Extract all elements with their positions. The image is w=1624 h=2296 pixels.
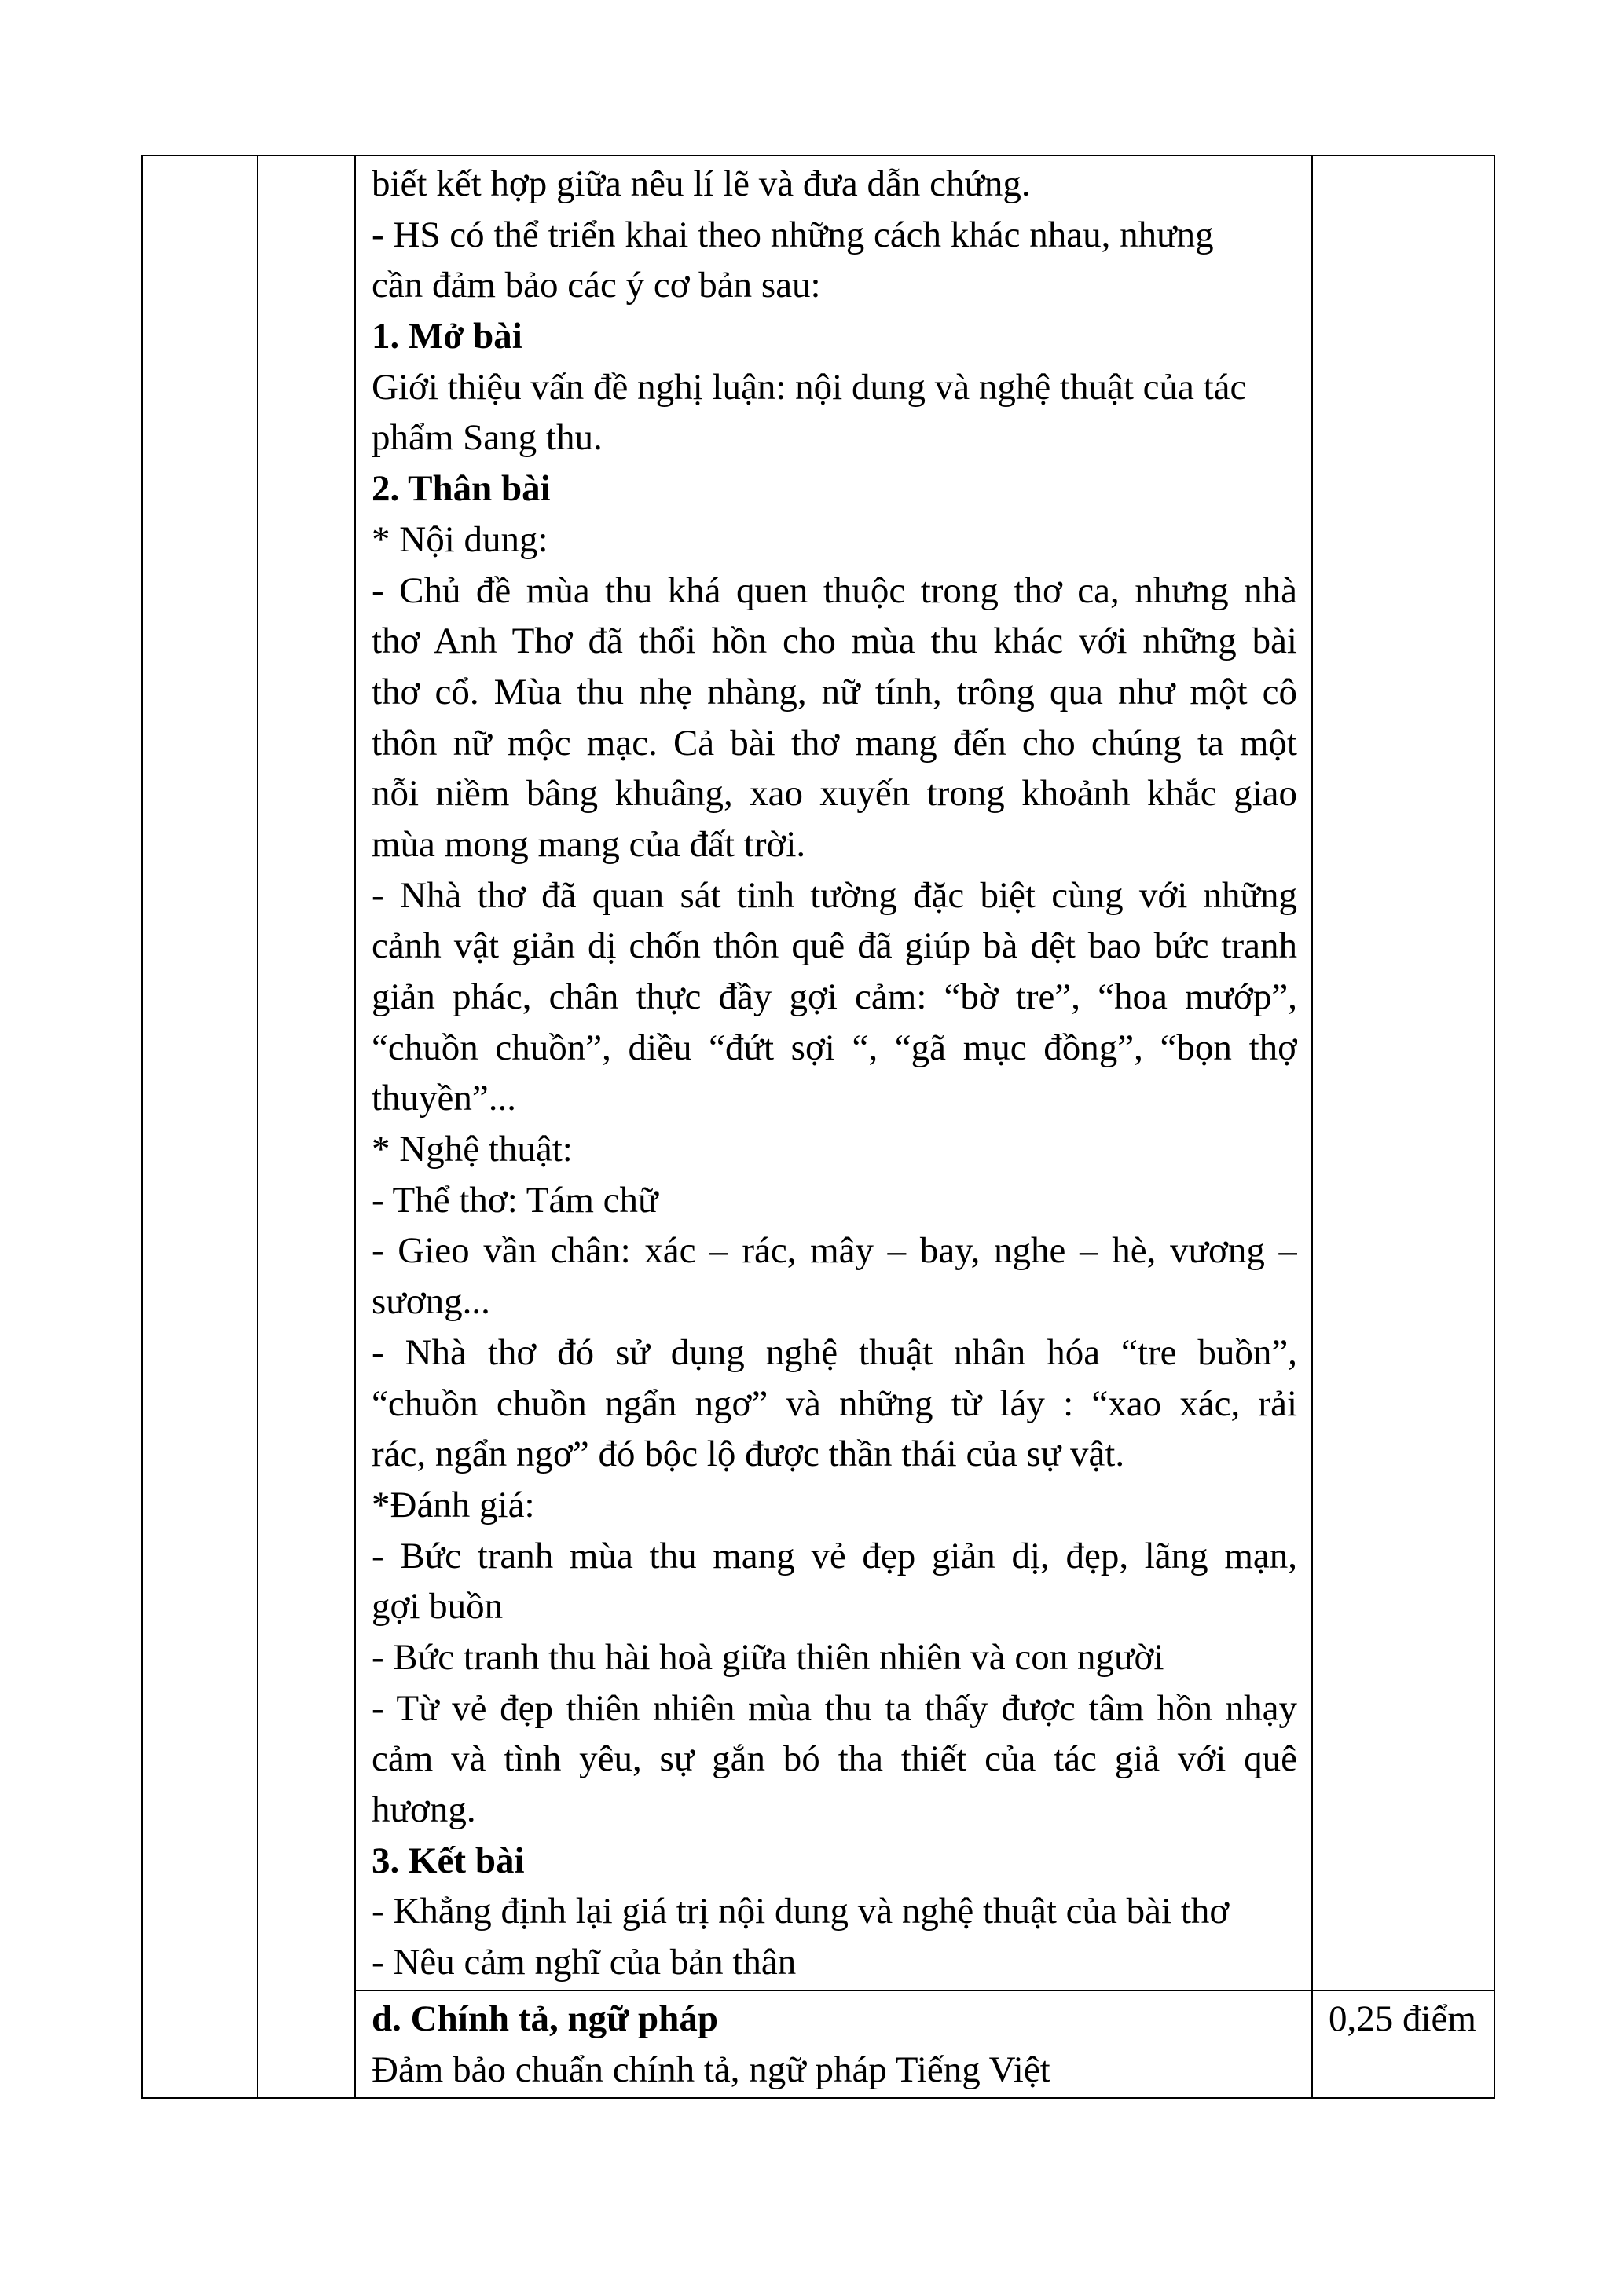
text-line: - Thể thơ: Tám chữ (372, 1179, 658, 1221)
text-line: cảnh vật giản dị chốn thôn quê đã giúp bà dệt bao bức tranh (372, 925, 1297, 967)
text-line: sương... (372, 1281, 490, 1323)
text-line: gợi buồn (372, 1586, 504, 1628)
text-line: giản phác, chân thực đầy gợi cảm: “bờ tre”, “hoa mướp”, (372, 976, 1297, 1017)
section-heading: d. Chính tả, ngữ pháp (372, 1998, 718, 2039)
text-line: Đảm bảo chuẩn chính tả, ngữ pháp Tiếng Việt (372, 2049, 1050, 2090)
section-heading: 2. Thân bài (372, 468, 551, 510)
column-divider (257, 156, 258, 2097)
text-line: Giới thiệu vấn đề nghị luận: nội dung và nghệ thuật của tác (372, 366, 1247, 408)
text-line: nỗi niềm bâng khuâng, xao xuyến trong khoảnh khắc giao (372, 773, 1297, 815)
text-line: - Chủ đề mùa thu khá quen thuộc trong thơ ca, nhưng nhà (372, 569, 1297, 611)
column-divider (354, 156, 356, 2097)
row-divider (356, 1990, 1494, 1991)
column-divider (1311, 156, 1313, 2097)
text-line: biết kết hợp giữa nêu lí lẽ và đưa dẫn chứng. (372, 163, 1031, 204)
text-line: hương. (372, 1789, 476, 1830)
text-line: phẩm Sang thu. (372, 417, 603, 459)
text-line: rác, ngẩn ngơ” đó bộc lộ được thần thái của sự vật. (372, 1434, 1125, 1475)
section-heading: 3. Kết bài (372, 1840, 525, 1881)
text-line: - Bức tranh thu hài hoà giữa thiên nhiên và con người (372, 1636, 1164, 1678)
text-line: - Gieo vần chân: xác – rác, mây – bay, nghe – hè, vương – (372, 1230, 1297, 1272)
grading-table (141, 155, 1495, 2099)
text-line: - HS có thể triển khai theo những cách khác nhau, nhưng (372, 214, 1214, 255)
text-line: - Khẳng định lại giá trị nội dung và nghệ thuật của bài thơ (372, 1891, 1230, 1932)
content-cell-essay-outline (372, 159, 1297, 1988)
content-cell-spelling-grammar (372, 1994, 1297, 2095)
text-line: * Nội dung: (372, 518, 548, 560)
text-line: - Từ vẻ đẹp thiên nhiên mùa thu ta thấy được tâm hồn nhạy (372, 1687, 1297, 1729)
section-heading: 1. Mở bài (372, 316, 522, 357)
text-line: thơ Anh Thơ đã thổi hồn cho mùa thu khác với những bài (372, 621, 1297, 662)
text-line: - Nêu cảm nghĩ của bản thân (372, 1942, 797, 1983)
text-line: thơ cổ. Mùa thu nhẹ nhàng, nữ tính, trông qua như một cô (372, 671, 1297, 712)
text-line: thôn nữ mộc mạc. Cả bài thơ mang đến cho chúng ta một (372, 722, 1297, 764)
text-line: thuyền”... (372, 1078, 517, 1119)
text-line: *Đánh giá: (372, 1484, 535, 1525)
text-line: - Bức tranh mùa thu mang vẻ đẹp giản dị, đẹp, lãng mạn, (372, 1535, 1297, 1576)
text-line: “chuồn chuồn”, diều “đứt sợi “, “gã mục đồng”, “bọn thợ (372, 1027, 1297, 1068)
text-line: cảm và tình yêu, sự gắn bó tha thiết của tác giả với quê (372, 1738, 1297, 1780)
text-line: - Nhà thơ đó sử dụng nghệ thuật nhân hóa “tre buồn”, (372, 1331, 1297, 1373)
score-cell: 0,25 điểm (1329, 1998, 1476, 2039)
text-line: * Nghệ thuật: (372, 1129, 573, 1170)
text-line: - Nhà thơ đã quan sát tinh tường đặc biệt cùng với những (372, 874, 1297, 916)
text-line: “chuồn chuồn ngẩn ngơ” và những từ láy : “xao xác, rải (372, 1382, 1297, 1424)
text-line: mùa mong mang của đất trời. (372, 823, 806, 865)
text-line: cần đảm bảo các ý cơ bản sau: (372, 265, 821, 306)
